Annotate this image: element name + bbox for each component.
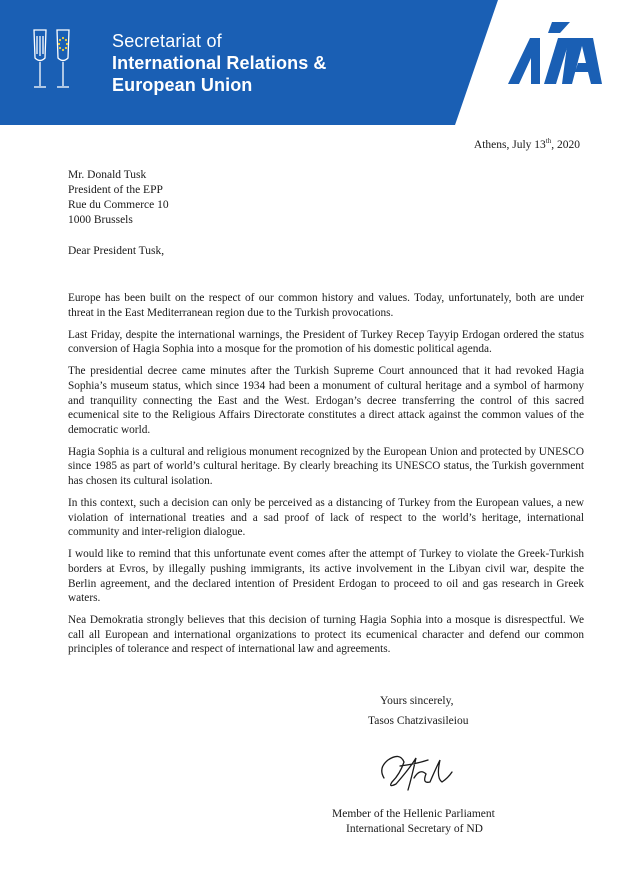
body-paragraph: Hagia Sophia is a cultural and religious monument recognized by the European Union and protected by UNESCO since 1985 as part of world’s cultural heritage. By clearly breaching its UNESCO status, the Turkish government has chosen its cultural isolation. [68,445,584,488]
handwritten-signature [370,738,460,798]
title-line-3: European Union [112,75,253,95]
body-paragraph: The presidential decree came minutes after the Turkish Supreme Court announced that it had revoked Hagia Sophia’s museum status, which since 1934 had been a monument of cultural heritage and a symbol of harmony and tranquility connecting the East and the West. Erdogan’s decree transferring the control of this sacred ecumenical site to the Religious Affairs Directorate constitutes a direct attack against the common values of the democratic world. [68,365,584,436]
body-paragraph: In this context, such a decision can only be perceived as a distancing of Turkey from the European values, a new violation of international treaties and a sad proof of lack of respect to the world’s heritage, international community and inter-religion dialogue. [68,497,584,539]
body-paragraph: Europe has been built on the respect of our common history and values. Today, unfortunately, both are under threat in the East Mediterranean region due to the Turkish provocations. [68,292,584,319]
closing: Yours sincerely, [380,695,454,707]
party-name: NEA DEMOKRATIA [512,91,616,103]
addressee-line: Rue du Commerce 10 [68,199,169,211]
addressee-line: President of the EPP [68,184,163,196]
body-paragraph: Last Friday, despite the international warnings, the President of Turkey Recep Tayyip Erdogan ordered the status conversion of Hagia Sophia into a mosque for the promotion of his domestic political agenda. [68,328,584,356]
addressee-line: Mr. Donald Tusk [68,169,147,181]
body-paragraph: I would like to remind that this unfortunate event comes after the attempt of Turkey to violate the Greek-Turkish borders at Evros, by illegally pushing immigrants, its active involvement in the Libyan civil war, despite the Berlin agreement, and the declared intention of President Erdogan to proceed to oil and gas research in Greek waters. [68,548,584,605]
title-line-2: International Relations & [112,53,327,73]
date-suffix-sup: th [545,137,552,146]
date-year: , 2020 [551,139,580,151]
date-prefix: Athens, July 13 [473,139,546,151]
title-line-1: Secretariat of [112,31,222,51]
addressee-block [68,168,169,228]
addressee-line: 1000 Brussels [68,214,133,226]
signer-title-1: Member of the Hellenic Parliament [332,808,495,820]
body-paragraph: Nea Demokratia strongly believes that this decision of turning Hagia Sophia into a mosque is disrespectful. We call all European and international organizations to protect its ecumenical character and defend our common principles of tolerance and respect of international law and agreements. [68,614,584,656]
signer-name: Tasos Chatzivasileiou [368,715,469,727]
secretariat-title [112,30,327,96]
letter-date [474,139,580,151]
letterhead [0,0,625,125]
nd-logo-icon [508,22,602,84]
letter-body [68,291,584,665]
salutation: Dear President Tusk, [68,245,165,257]
signer-title-2: International Secretary of ND [346,823,483,835]
